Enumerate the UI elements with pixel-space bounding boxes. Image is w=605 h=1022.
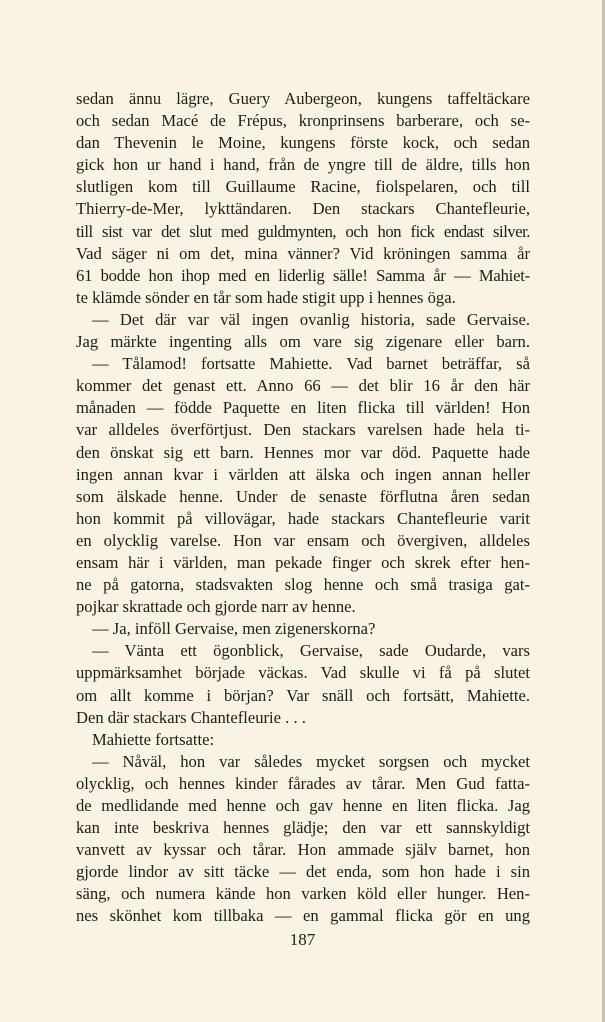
text-line: gjorde lindor av sitt täcke — det enda, som hon hade i sin bbox=[76, 862, 530, 882]
text-line: Den där stackars Chantefleurie . . . bbox=[76, 707, 306, 727]
text-line: säng, och numera kände hon varken köld eller hunger. Hen- bbox=[76, 884, 530, 904]
text-line: månaden — födde Paquette en liten flicka till världen! Hon bbox=[76, 398, 530, 418]
text-line: Mahiette fortsatte: bbox=[92, 729, 215, 749]
text-line: nes skönhet kom tillbaka — en gammal flicka gör en ung bbox=[76, 906, 530, 926]
text-line: sedan ännu lägre, Guery Aubergeon, kungens taffeltäckare bbox=[76, 89, 530, 108]
text-line: hon kommit på villovägar, hade stackars Chantefleurie varit bbox=[76, 508, 530, 528]
text-line: — Tålamod! fortsatte Mahiette. Vad barnet beträffar, så bbox=[92, 354, 530, 374]
text-line: kan inte beskriva hennes glädje; den var ett sannskyldigt bbox=[76, 818, 530, 838]
text-line: Thierry-de-Mer, lykttändaren. Den stackars Chantefleurie, bbox=[76, 199, 530, 219]
text-line: en olycklig varelse. Hon var ensam och övergiven, alldeles bbox=[76, 530, 530, 550]
text-line: gick hon ur hand i hand, från de yngre till de äldre, tills hon bbox=[76, 155, 530, 175]
text-line: ensam här i världen, man pekade finger och skrek efter hen- bbox=[76, 552, 530, 572]
text-line: Jag märkte ingenting alls om vare sig zigenare eller barn. bbox=[76, 332, 530, 352]
text-line: kommer det genast ett. Anno 66 — det blir 16 år den här bbox=[76, 376, 530, 396]
text-line: de medlidande med henne och gav henne en liten flicka. Jag bbox=[76, 796, 530, 815]
text-line: — Vänta ett ögonblick, Gervaise, sade Oudarde, vars bbox=[92, 641, 530, 661]
text-line: och sedan Macé de Frépus, kronprinsens barberare, och se- bbox=[76, 111, 530, 131]
text-line: vanvett av kyssar och tårar. Hon ammade själv barnet, hon bbox=[76, 840, 530, 860]
page-number: 187 bbox=[289, 930, 316, 949]
text-line: Vad säger ni om det, mina vänner? Vid kröningen samma år bbox=[76, 243, 530, 263]
text-line: uppmärksamhet började väckas. Vad skulle vi få på slutet bbox=[76, 663, 530, 683]
text-line: slutligen kom till Guillaume Racine, fiolspelaren, och till bbox=[76, 177, 530, 197]
text-line: ne på gatorna, stadsvakten slog henne och små trasiga gat- bbox=[76, 575, 530, 595]
text-line: olycklig, och hennes kinder fårades av tårar. Men Gud fatta- bbox=[76, 773, 530, 793]
text-line: dan Thevenin le Moine, kungens förste kock, och sedan bbox=[76, 133, 530, 153]
text-line: — Ja, inföll Gervaise, men zigenerskorna? bbox=[92, 619, 376, 639]
text-line: pojkar skrattade och gjorde narr av henne. bbox=[76, 597, 356, 617]
text-line: som älskade henne. Under de senaste förflutna åren sedan bbox=[76, 486, 530, 506]
text-line: — Nåväl, hon var således mycket sorgsen och mycket bbox=[92, 751, 530, 771]
text-line: var alldeles överförtjust. Den stackars varelsen hade hela ti- bbox=[76, 420, 530, 440]
text-line: den önskat sig ett barn. Hennes mor var död. Paquette hade bbox=[76, 442, 530, 462]
text-line: ingen annan kvar i världen att älska och ingen annan heller bbox=[76, 464, 530, 484]
body-text bbox=[76, 88, 530, 928]
text-line: 61 bodde hon ihop med en liderlig sälle! Samma år — Mahiet- bbox=[76, 265, 530, 285]
text-line: om allt komme i början? Var snäll och fortsätt, Mahiette. bbox=[76, 685, 530, 705]
text-line: till sist var det slut med guldmynten, och hon fick endast silver. bbox=[76, 221, 530, 241]
text-line: te klämde sönder en tår som hade stigit upp i hennes öga. bbox=[76, 287, 456, 307]
text-line: — Det där var väl ingen ovanlig historia, sade Gervaise. bbox=[92, 309, 530, 329]
